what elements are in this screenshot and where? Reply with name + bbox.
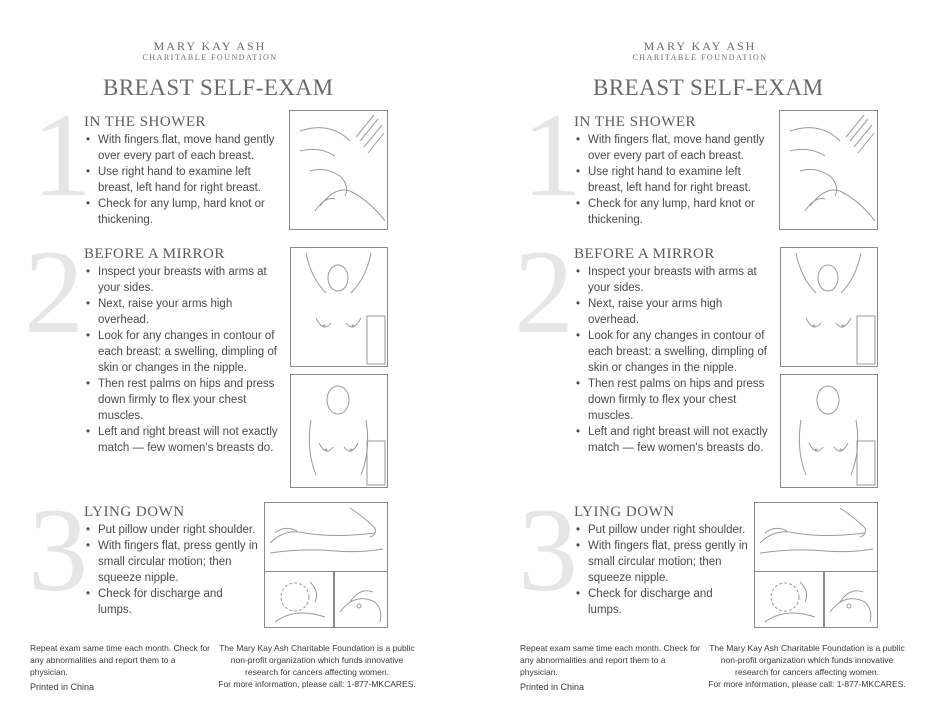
exam-card-right	[490, 0, 928, 722]
list-item: • With fingers flat, press gently in small circular motion; then squeeze nipple.	[84, 538, 259, 586]
foundation-description: The Mary Kay Ash Charitable Foundation is a public non-profit organization which funds innovative research for cancers affecting women.	[219, 643, 415, 677]
list-item: • Check for discharge and lumps.	[574, 586, 749, 618]
footer-foundation-info	[214, 642, 420, 690]
list-item: • Look for any changes in contour of each breast: a swelling, dimpling of skin or changes in the nipple.	[84, 328, 284, 376]
list-item: • Look for any changes in contour of each breast: a swelling, dimpling of skin or changes in the nipple.	[574, 328, 774, 376]
printed-in-label: Printed in China	[520, 682, 585, 692]
list-item: • Then rest palms on hips and press down firmly to flex your chest muscles.	[84, 376, 284, 424]
mirror-hands-hips-illustration	[780, 374, 878, 488]
lying-down-illustration	[754, 502, 878, 572]
step-number-1: 1	[32, 88, 92, 221]
lying-down-drawing-icon	[265, 503, 387, 571]
section-title-mirror: BEFORE A MIRROR	[84, 246, 225, 262]
nipple-squeeze-illustration	[824, 571, 878, 628]
nipple-squeeze-drawing-icon	[825, 572, 877, 627]
step-number-3: 3	[518, 483, 578, 616]
section-title-mirror: BEFORE A MIRROR	[574, 246, 715, 262]
section-title-shower: IN THE SHOWER	[84, 114, 207, 130]
list-item: • Then rest palms on hips and press down firmly to flex your chest muscles.	[574, 376, 774, 424]
mirror-arms-up-drawing-icon	[781, 248, 877, 366]
shower-illustration	[779, 110, 878, 230]
section-title-lying: LYING DOWN	[574, 504, 675, 520]
shower-drawing-icon	[290, 111, 387, 229]
circular-motion-illustration	[754, 571, 824, 628]
printed-in-label: Printed in China	[30, 682, 95, 692]
list-item: • With fingers flat, press gently in small circular motion; then squeeze nipple.	[574, 538, 749, 586]
org-header	[120, 40, 300, 62]
list-item: • Next, raise your arms high overhead.	[84, 296, 284, 328]
list-item: • Left and right breast will not exactly match — few women's breasts do.	[574, 424, 774, 456]
step-number-3: 3	[28, 483, 88, 616]
list-item: • Put pillow under right shoulder.	[574, 522, 749, 538]
mirror-arms-up-illustration	[290, 247, 388, 367]
footer-repeat-note: Repeat exam same time each month. Check for any abnormalities and report them to a physician.	[30, 643, 210, 677]
footer-repeat-note: Repeat exam same time each month. Check for any abnormalities and report them to a physician.	[520, 643, 700, 677]
mirror-arms-up-drawing-icon	[291, 248, 387, 366]
footer-foundation-info	[704, 642, 910, 690]
foundation-description: The Mary Kay Ash Charitable Foundation is a public non-profit organization which funds innovative research for cancers affecting women.	[709, 643, 905, 677]
list-item: • Next, raise your arms high overhead.	[574, 296, 774, 328]
list-item: • Use right hand to examine left breast, left hand for right breast.	[574, 164, 774, 196]
org-subtitle: CHARITABLE FOUNDATION	[632, 53, 768, 62]
org-subtitle: CHARITABLE FOUNDATION	[142, 53, 278, 62]
shower-drawing-icon	[780, 111, 877, 229]
org-name: MARY KAY ASH	[643, 39, 757, 53]
circular-motion-illustration	[264, 571, 334, 628]
section-title-shower: IN THE SHOWER	[574, 114, 697, 130]
exam-card-left	[0, 0, 460, 722]
lying-steps-list	[574, 522, 749, 618]
mirror-arms-up-illustration	[780, 247, 878, 367]
list-item: • Check for any lump, hard knot or thickening.	[84, 196, 284, 228]
mirror-hands-hips-illustration	[290, 374, 388, 488]
step-number-2: 2	[514, 225, 574, 358]
list-item: • Inspect your breasts with arms at your sides.	[84, 264, 284, 296]
list-item: • Put pillow under right shoulder.	[84, 522, 259, 538]
shower-illustration	[289, 110, 388, 230]
page-title: BREAST SELF-EXAM	[593, 75, 824, 100]
shower-steps-list	[574, 132, 774, 228]
nipple-squeeze-drawing-icon	[335, 572, 387, 627]
list-item: • With fingers flat, move hand gently over every part of each breast.	[574, 132, 774, 164]
step-number-2: 2	[24, 225, 84, 358]
list-item: • Left and right breast will not exactly match — few women's breasts do.	[84, 424, 284, 456]
lying-down-drawing-icon	[755, 503, 877, 571]
mirror-hands-hips-drawing-icon	[291, 375, 387, 487]
mirror-steps-list	[84, 264, 284, 456]
shower-steps-list	[84, 132, 284, 228]
circular-motion-drawing-icon	[755, 572, 823, 627]
list-item: • Inspect your breasts with arms at your sides.	[574, 264, 774, 296]
org-header	[610, 40, 790, 62]
foundation-phone: For more information, please call: 1-877-MKCARES.	[218, 679, 416, 689]
lying-down-illustration	[264, 502, 388, 572]
circular-motion-drawing-icon	[265, 572, 333, 627]
list-item: • With fingers flat, move hand gently over every part of each breast.	[84, 132, 284, 164]
step-number-1: 1	[522, 88, 582, 221]
section-title-lying: LYING DOWN	[84, 504, 185, 520]
foundation-phone: For more information, please call: 1-877-MKCARES.	[708, 679, 906, 689]
list-item: • Check for discharge and lumps.	[84, 586, 259, 618]
org-name: MARY KAY ASH	[153, 39, 267, 53]
lying-steps-list	[84, 522, 259, 618]
list-item: • Use right hand to examine left breast, left hand for right breast.	[84, 164, 284, 196]
mirror-hands-hips-drawing-icon	[781, 375, 877, 487]
mirror-steps-list	[574, 264, 774, 456]
page-title: BREAST SELF-EXAM	[103, 75, 334, 100]
list-item: • Check for any lump, hard knot or thickening.	[574, 196, 774, 228]
nipple-squeeze-illustration	[334, 571, 388, 628]
